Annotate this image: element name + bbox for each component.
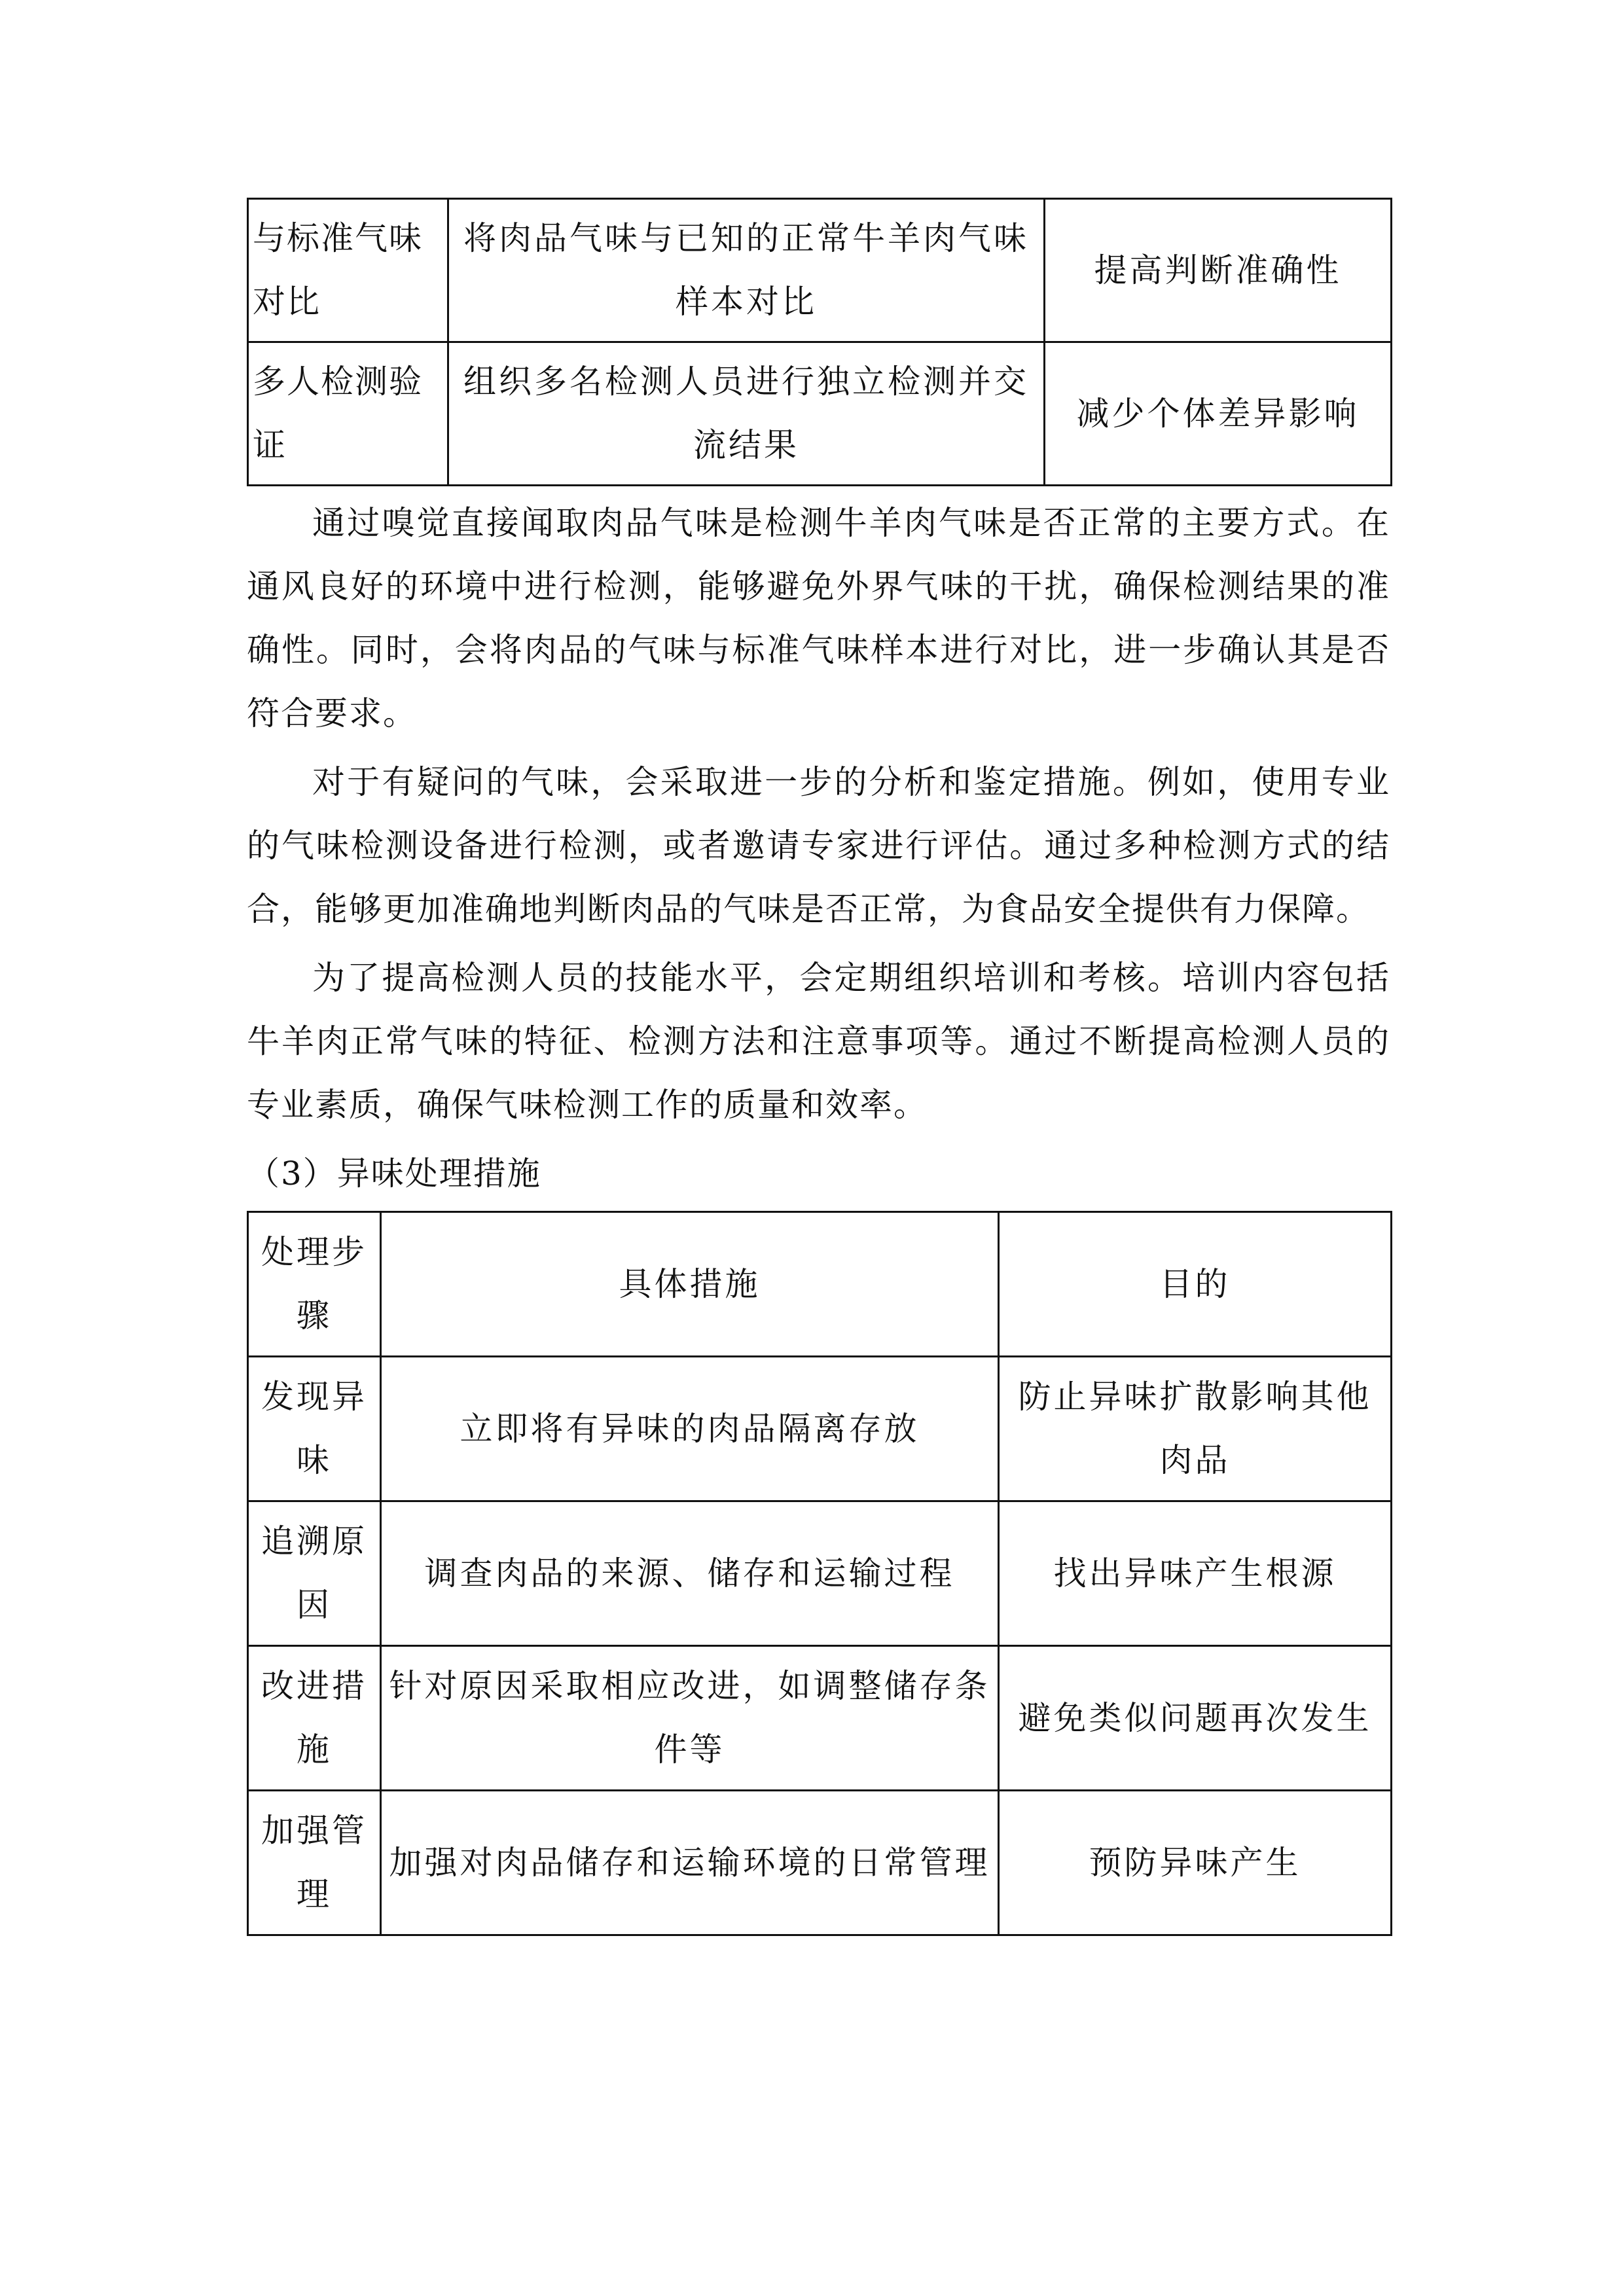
description-cell: 将肉品气味与已知的正常牛羊肉气味样本对比 — [448, 199, 1045, 342]
section-heading: （3）异味处理措施 — [247, 1155, 541, 1193]
measure-cell: 调查肉品的来源、储存和运输过程 — [381, 1501, 999, 1646]
step-cell: 发现异味 — [248, 1357, 381, 1501]
measure-cell: 针对原因采取相应改进，如调整储存条件等 — [381, 1646, 999, 1791]
document-body — [247, 198, 1390, 1936]
odor-handling-table — [247, 1211, 1392, 1936]
table-row — [248, 342, 1392, 486]
step-cell: 追溯原因 — [248, 1501, 381, 1646]
table-row — [248, 199, 1392, 342]
paragraph: 通过嗅觉直接闻取肉品气味是检测牛羊肉气味是否正常的主要方式。在通风良好的环境中进行检测，能够避免外界气味的干扰，确保检测结果的准确性。同时，会将肉品的气味与标准气味样本进行对比，进一步确认其是否符合要求。 — [247, 504, 1390, 732]
table-header-row — [248, 1212, 1392, 1357]
purpose-cell: 提高判断准确性 — [1045, 199, 1392, 342]
purpose-cell: 减少个体差异影响 — [1045, 342, 1392, 486]
detection-methods-table — [247, 198, 1392, 486]
purpose-cell: 防止异味扩散影响其他肉品 — [999, 1357, 1392, 1501]
header-cell: 处理步骤 — [248, 1212, 381, 1357]
purpose-cell: 找出异味产生根源 — [999, 1501, 1392, 1646]
paragraph: 对于有疑问的气味，会采取进一步的分析和鉴定措施。例如，使用专业的气味检测设备进行检测，或者邀请专家进行评估。通过多种检测方式的结合，能够更加准确地判断肉品的气味是否正常，为食品安全提供有力保障。 — [247, 763, 1390, 928]
description-cell: 组织多名检测人员进行独立检测并交流结果 — [448, 342, 1045, 486]
method-cell: 与标准气味对比 — [248, 199, 448, 342]
header-cell: 目的 — [999, 1212, 1392, 1357]
header-cell: 具体措施 — [381, 1212, 999, 1357]
purpose-cell: 避免类似问题再次发生 — [999, 1646, 1392, 1791]
measure-cell: 加强对肉品储存和运输环境的日常管理 — [381, 1791, 999, 1935]
table-row — [248, 1357, 1392, 1501]
table-row — [248, 1791, 1392, 1935]
purpose-cell: 预防异味产生 — [999, 1791, 1392, 1935]
method-cell: 多人检测验证 — [248, 342, 448, 486]
paragraph: 为了提高检测人员的技能水平，会定期组织培训和考核。培训内容包括牛羊肉正常气味的特征、检测方法和注意事项等。通过不断提高检测人员的专业素质，确保气味检测工作的质量和效率。 — [247, 959, 1390, 1124]
step-cell: 改进措施 — [248, 1646, 381, 1791]
measure-cell: 立即将有异味的肉品隔离存放 — [381, 1357, 999, 1501]
table-row — [248, 1501, 1392, 1646]
table-row — [248, 1646, 1392, 1791]
step-cell: 加强管理 — [248, 1791, 381, 1935]
